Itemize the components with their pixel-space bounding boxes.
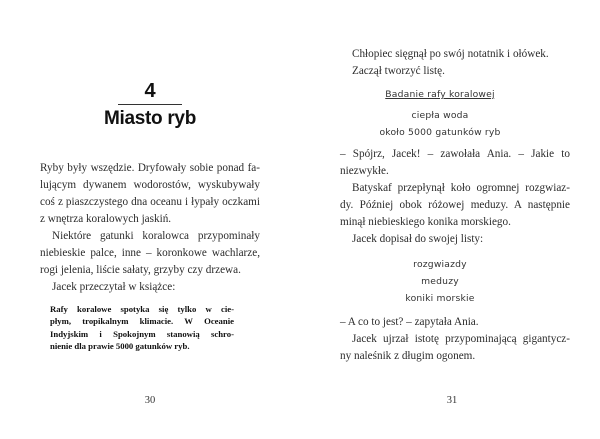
text-line: ny naleśnik z długim ogonem. [340,349,476,362]
fact-line: Indyjskim i Spokojnym stanowią schro- [50,328,234,339]
text-line: minął niebieskiego konika morskiego. [340,215,511,228]
chapter-number: 4 [144,80,156,102]
note-item: koniki morskie [405,293,475,304]
text-line: Jacek przeczytał w książce: [52,281,176,293]
paragraph-3 [40,279,260,296]
paragraph-1 [40,160,260,228]
page-number-right: 31 [446,395,458,406]
text-line: Zaczął tworzyć listę. [352,64,445,77]
right-middle [340,146,570,247]
note-heading [340,89,540,100]
text-line: Batyskaf przepłynął koło ogromnej rozgwiaz- [352,181,570,194]
text-line: – A co to jest? – zapytała Ania. [340,316,479,328]
text-line: coś z piaszczystego dna oceanu i łypały oczkami [40,195,260,208]
chapter-title: Miasto ryb [103,108,197,129]
text-line: niebieskie palce, inne – koronkowe wachlarze, [40,246,260,259]
note-item: około 5000 gatunków ryb [379,127,501,138]
text-line: rogi jelenia, liście sałaty, grzyby czy drzewa. [40,263,241,276]
fact-box [50,303,234,353]
text-line: niezwykłe. [340,164,389,177]
paragraph-2 [40,228,260,279]
note-item: meduzy [421,276,459,287]
chapter-divider [118,104,182,105]
text-line: Niektóre gatunki koralowca przypominały [52,230,260,242]
note-item: rozgwiazdy [413,259,467,270]
note-heading-text: Badanie rafy koralowej [385,89,495,100]
text-line: lującym dywanem wodorostów, wyskubywały [40,178,260,191]
fact-line: nienie dla prawie 5000 gatunków ryb. [50,341,190,352]
text-line: z wnętrza koralowych jaskiń. [40,212,172,225]
text-line: – Spójrz, Jacek! – zawołała Ania. – Jakie to [340,148,570,160]
page-number-left: 30 [144,395,156,406]
text-line: Jacek dopisał do swojej listy: [352,232,484,245]
text-line: Chłopiec sięgnął po swój notatnik i ołówek. [352,48,549,60]
right-end [340,314,570,365]
text-line: dy. Później obok różowej meduzy. A następnie [340,198,570,211]
note-item: ciepła woda [411,110,469,121]
text-line: Ryby były wszędzie. Dryfowały sobie ponad fa- [40,162,260,174]
right-intro [340,46,570,80]
fact-line: płym, tropikalnym klimacie. W Oceanie [50,316,234,327]
fact-line: Rafy koralowe spotyka się tylko w cie- [50,304,234,314]
text-line: Jacek ujrzał istotę przypominającą gigantycz- [352,332,570,345]
